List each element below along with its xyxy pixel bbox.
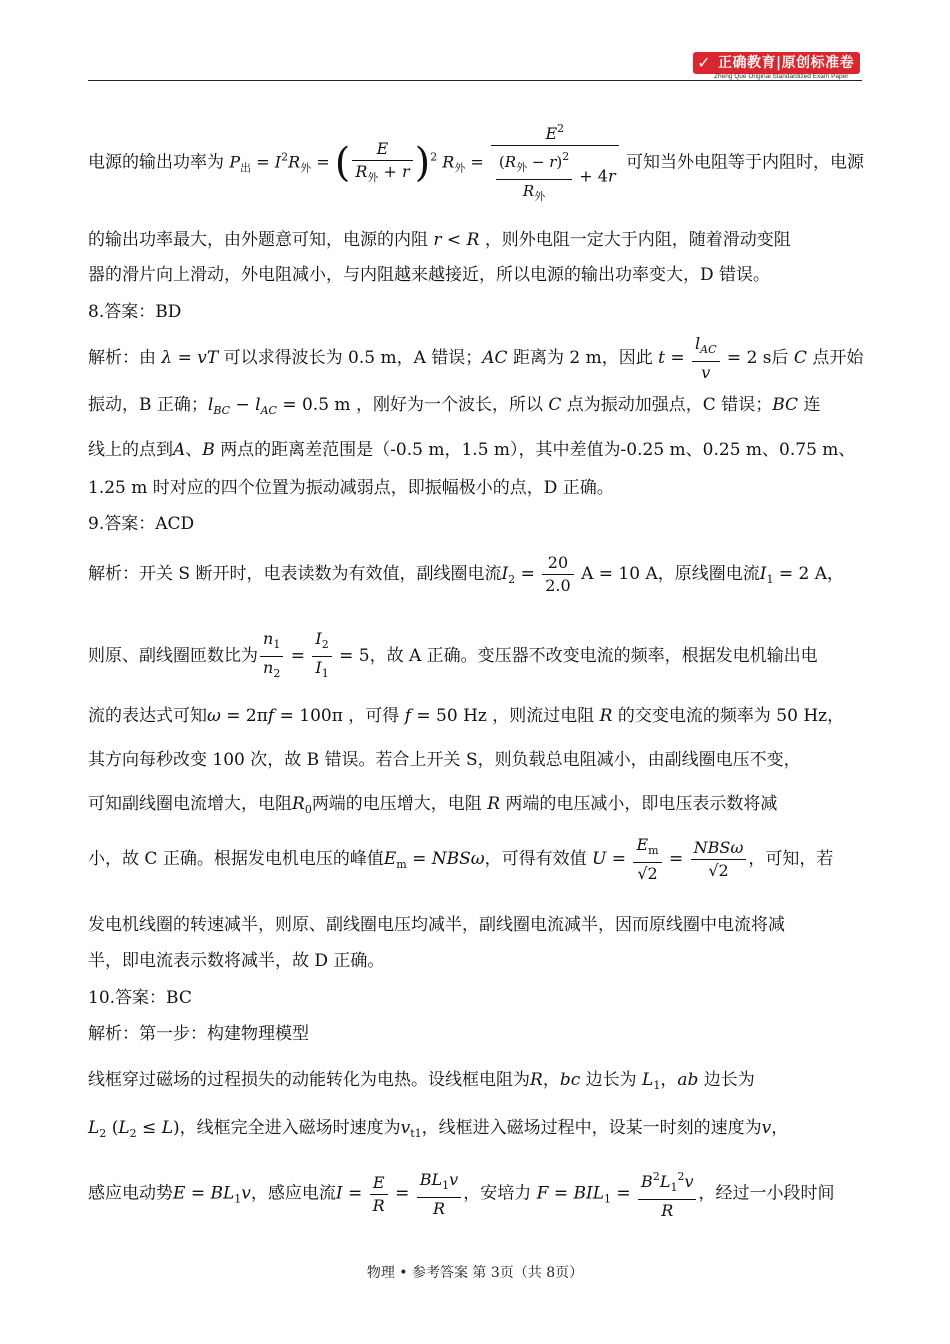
text-line: 可知副线圈电流增大，电阻$R_0$两端的电压增大，电阻 R 两端的电压减小，即电压表示数将减 [88, 794, 778, 816]
answer-8: 8.答案：BD [88, 302, 182, 322]
text-line: 半，即电流表示数将减半，故 D 正确。 [88, 951, 385, 971]
text-line: 小，故 C 正确。根据发电机电压的峰值$E_m = NBS\omega$，可得有效值 U = $\frac{E_m}{√2}$ = $\frac{\text{NBSω}}{√2}$ ，可知，若 [88, 835, 834, 883]
text-line: 其方向每秒改变 100 次，故 B 错误。若合上开关 S，则负载总电阻减小，由副线圈电压不变， [88, 750, 801, 770]
text-line: 则原、副线圈匝数比为 $\frac{n_1}{n_2}$ = $\frac{I_2}{I_1}$ = 5，故 A 正确。变压器不改变电流的频率，根据发电机输出电 [88, 629, 818, 680]
header-divider [88, 80, 862, 81]
text-line: 发电机线圈的转速减半，则原、副线圈电压均减半，副线圈电流减半，因而原线圈中电流将减 [88, 915, 785, 935]
text-line: 解析：由 λ = vT 可以求得波长为 0.5 m，A 错误；AC 距离为 2 m，因此 t = $\frac{l_{AC}}{v}$ = 2 s后 C 点开始 [88, 334, 864, 382]
page-footer: 物理 • 参考答案 第 3页（共 8页） [366, 1265, 584, 1281]
text-line: 振动，B 正确；$l_{BC} - l_{AC} = 0.5$ m ，刚好为一个波长，所以 C 点为振动加强点，C 错误；BC 连 [88, 395, 821, 417]
text-line: $L_2$ $(L_2 \le L)$，线框完全进入磁场时速度为$v_{t1}$，线框进入磁场过程中，设某一时刻的速度为v， [88, 1118, 789, 1140]
check-icon: ✓ [693, 52, 715, 74]
text-line: 1.25 m 时对应的四个位置为振动减弱点，即振幅极小的点，D 正确。 [88, 478, 614, 498]
text-line: 线框穿过磁场的过程损失的动能转化为电热。设线框电阻为R，bc 边长为 $L_1$，ab 边长为 [88, 1070, 755, 1092]
text-line: 器的滑片向上滑动，外电阻减小，与内阻越来越接近，所以电源的输出功率变大，D 错误。 [88, 265, 771, 285]
text-line: 解析：开关 S 断开时，电表读数为有效值，副线圈电流$I_2$ = $\frac{20}{2.0}$ A = 10 A，原线圈电流$I_1 = 2$ A， [88, 553, 845, 595]
text-line: 线上的点到A、B 两点的距离差范围是（-0.5 m，1.5 m），其中差值为-0.25 m、0.25 m、0.75 m、 [88, 440, 856, 460]
text-line: 流的表达式可知ω = 2πf = 100π ，可得 f = 50 Hz ，则流过电阻 R 的交变电流的频率为 50 Hz， [88, 706, 845, 726]
brand-logo [693, 52, 860, 74]
brand-subtitle: Zheng Que Original Standardized Exam Paper [714, 73, 849, 80]
brand-title: 正确教育|原创标准卷 [715, 52, 860, 74]
answer-9: 9.答案：ACD [88, 514, 195, 534]
text-line: 感应电动势$E = BL_1v$，感应电流I = $\frac{E}{R}$ = $\frac{BL_1v}{R}$ ，安培力 $F = BIL_1$ = $\frac{B^2L_1^2v}{R}$ ，经过一小段时间 [88, 1166, 834, 1222]
text-line: 的输出功率最大，由外题意可知，电源的内阻 r < R ，则外电阻一定大于内阻，随着滑动变阻 [88, 230, 791, 250]
answer-10: 10.答案：BC [88, 988, 192, 1008]
text-line: 解析：第一步：构建物理模型 [88, 1024, 309, 1044]
power-formula-line: 电源的输出功率为 $P_出 = I^2R_外$ = ( $\frac{E}{R_外 + r}$ )$^2$ $R_外$ = $E^2$ $\frac{(R_外 - r)^2}{R_外}$ + 4r 可知当外电阻等于内阻时，电源 [88, 118, 864, 208]
